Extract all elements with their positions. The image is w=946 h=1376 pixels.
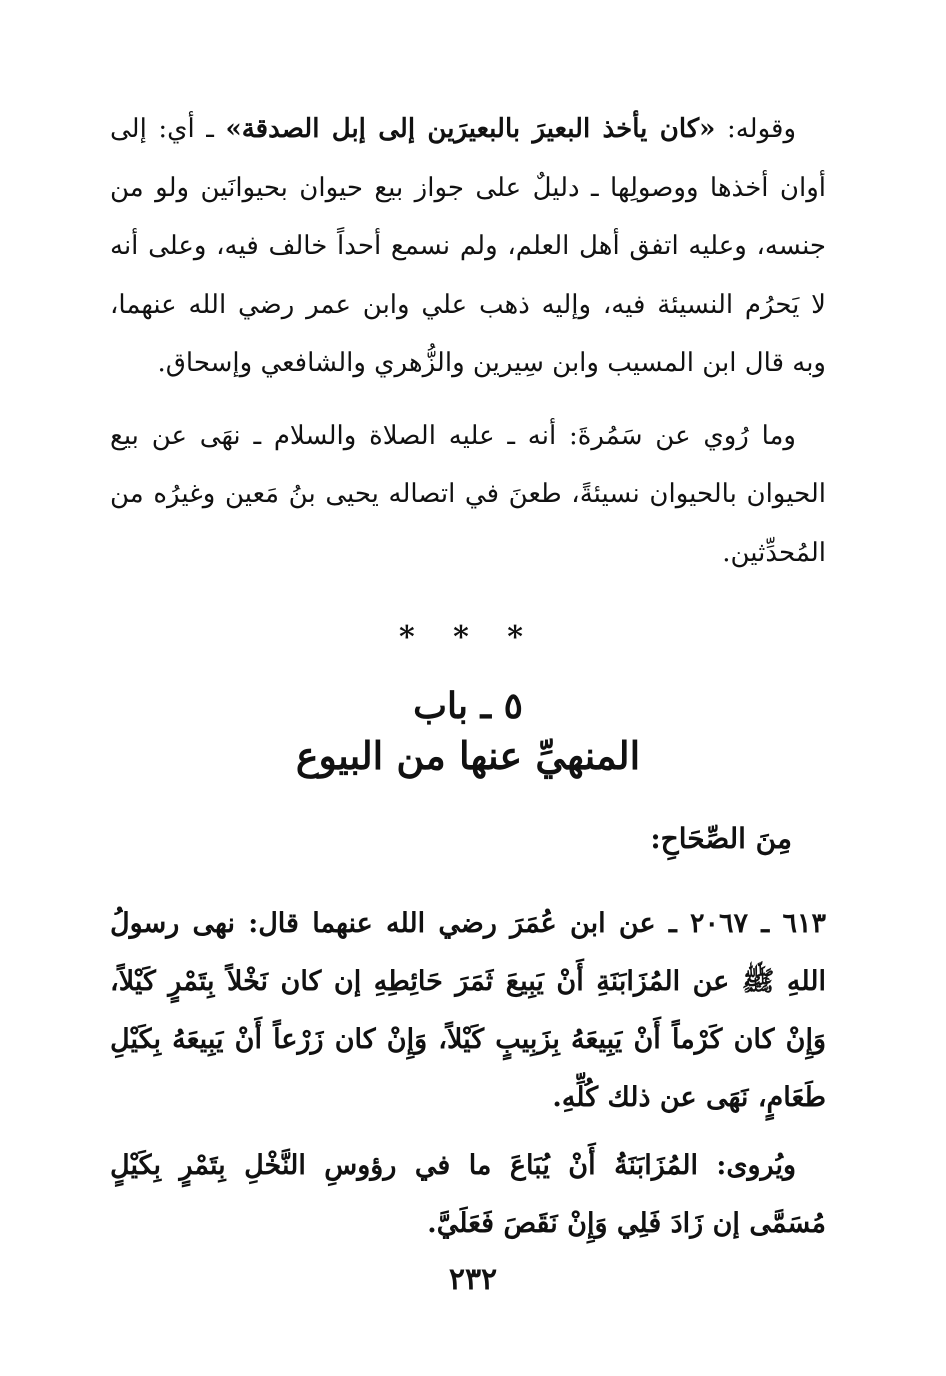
commentary-intro: وقوله: [726, 114, 797, 144]
section-label: مِنَ الصِّحَاحِ: [650, 822, 792, 855]
chapter-title: المنهيِّ عنها من البيوع [295, 733, 641, 778]
page-number: ٢٣٢ [448, 1262, 498, 1297]
quoted-hadith: «كان يأخذ البعيرَ بالبعيرَين إلى إبل الصدقة» [225, 114, 716, 144]
hadith-text-2: ويُروى: المُزَابَنَةُ أَنْ يُبَاعَ ما في رؤوسِ النَّخْلِ بِتَمْرٍ بِكَيْلٍ مُسَمَّى إن زَادَ فَلِي وَإِنْ نَقَصَ فَعَلَيَّ. [110, 1150, 826, 1239]
hadith-text-1: ٦١٣ ـ ٢٠٦٧ ـ عن ابن عُمَرَ رضي الله عنهما قال: نهى رسولُ اللهِ ﷺ عن المُزَابَنَةِ أَنْ يَبِيعَ ثَمَرَ حَائِطِهِ إن كان نَخْلاً بِتَمْرٍ كَيْلاً، وَإِنْ كان كَرْماً أَنْ يَبِيعَهُ بِزَبِيبٍ كَيْلاً، وَإِنْ كان زَرْعاً أَنْ يَبِيعَهُ بِكَيْلِ طَعَامٍ، نَهَى عن ذلك كُلِّهِ. [110, 908, 826, 1113]
chapter-number: ٥ ـ باب [413, 685, 523, 727]
commentary-paragraph-2: وما رُوي عن سَمُرةَ: أنه ـ عليه الصلاة والسلام ـ نهَى عن بيع الحيوان بالحيوان نسيئةً، طعنَ في اتصاله يحيى بنُ مَعين وغيرُه من المُحدِّثين. [110, 420, 826, 568]
commentary-paragraph-1 [110, 100, 826, 393]
commentary-text: ـ أي: إلى أوان أخذها ووصولِها ـ دليلٌ على جواز بيع حيوان بحيوانَين ولو من جنسه، وعليه اتفق أهل العلم، ولم نسمع أحداً خالف فيه، وعلى أنه لا يَحرُم النسيئة فيه، وإليه ذهب علي وابن عمر رضي الله عنهما، وبه قال ابن المسيب وابن سِيرين والزُّهري والشافعي وإسحاق. [110, 114, 826, 378]
section-separator: * * * [399, 620, 537, 655]
